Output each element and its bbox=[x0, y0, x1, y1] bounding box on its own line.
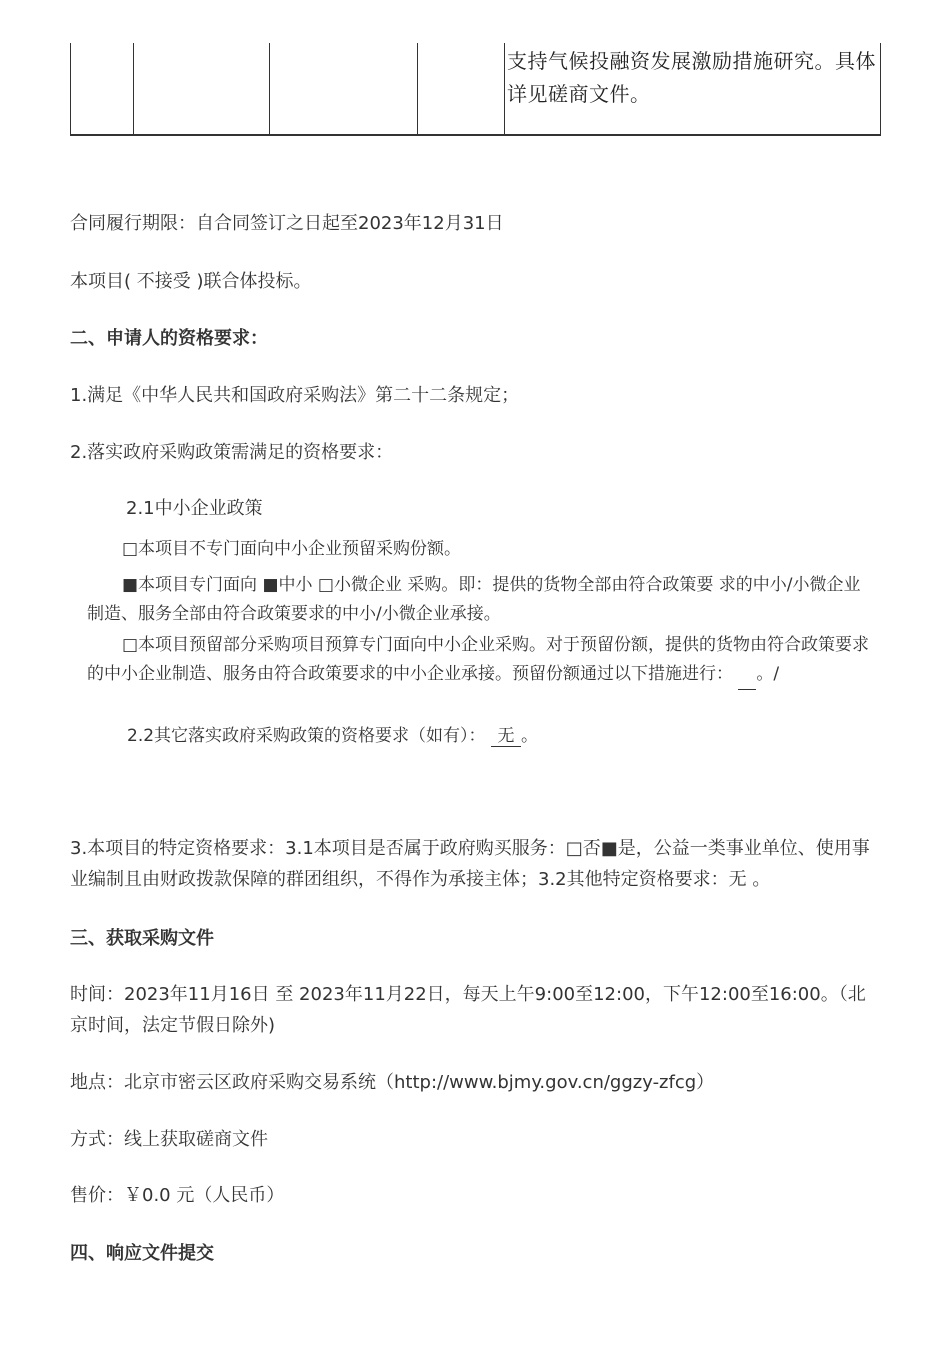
consortium-note: 本项目( 不接受 )联合体投标。 bbox=[70, 271, 312, 292]
section-heading-obtain-documents: 三、获取采购文件 bbox=[70, 928, 214, 949]
sme-option-3 bbox=[87, 631, 877, 690]
section-heading-submission: 四、响应文件提交 bbox=[70, 1243, 214, 1264]
qualification-item-1: 1.满足《中华人民共和国政府采购法》第二十二条规定； bbox=[70, 385, 520, 406]
table-divider bbox=[504, 43, 505, 134]
section-heading-qualifications: 二、申请人的资格要求： bbox=[70, 328, 268, 349]
other-policy-period: 。 bbox=[520, 726, 538, 746]
sme-option-2: ■本项目专门面向 ■中小 □小微企业 采购。即：提供的货物全部由符合政策要 求的中小/小微企业制造、服务全部由符合政策要求的中小/小微企业承接。 bbox=[87, 575, 861, 624]
sme-option-3-period: 。 bbox=[756, 664, 774, 684]
sme-option-1: □本项目不专门面向中小企业预留采购份额。 bbox=[122, 539, 462, 559]
document-price: 售价：￥0.0 元（人民币） bbox=[70, 1185, 285, 1206]
obtain-time: 时间：2023年11月16日 至 2023年11月22日，每天上午9:00至12:00，下午12:00至16:00。（北京时间，法定节假日除外) bbox=[70, 984, 866, 1036]
other-policy-label: 2.2其它落实政府采购政策的资格要求（如有）： bbox=[127, 726, 486, 746]
qualification-item-3: 3.本项目的特定资格要求：3.1本项目是否属于政府购买服务：□否■是，公益一类事业单位、使用事业编制且由财政拨款保障的群团组织，不得作为承接主体；3.2其他特定资格要求：无 。 bbox=[70, 838, 870, 890]
table-cell-content: 支持气候投融资发展激励措施研究。具体详见磋商文件。 bbox=[507, 49, 876, 106]
sme-option-3-text: □本项目预留部分采购项目预算专门面向中小企业采购。对于预留份额，提供的货物由符合政策要求的中小企业制造、服务由符合政策要求的中小企业承接。预留份额通过以下措施进行： bbox=[87, 635, 870, 684]
table-divider bbox=[417, 43, 418, 134]
contract-period: 合同履行期限：自合同签订之日起至2023年12月31日 bbox=[70, 213, 504, 234]
other-policy-value: 无 bbox=[491, 721, 521, 747]
qualification-item-2: 2.落实政府采购政策需满足的资格要求： bbox=[70, 442, 394, 463]
other-policy-requirement bbox=[127, 721, 538, 747]
requirements-table-fragment bbox=[70, 43, 881, 136]
reserve-measure-value: / bbox=[738, 660, 756, 690]
sme-policy-title: 2.1中小企业政策 bbox=[126, 498, 263, 519]
table-divider bbox=[269, 43, 270, 134]
obtain-method: 方式：线上获取磋商文件 bbox=[70, 1129, 268, 1150]
table-divider bbox=[133, 43, 134, 134]
obtain-place: 地点：北京市密云区政府采购交易系统（http://www.bjmy.gov.cn/ggzy-zfcg） bbox=[70, 1072, 715, 1093]
